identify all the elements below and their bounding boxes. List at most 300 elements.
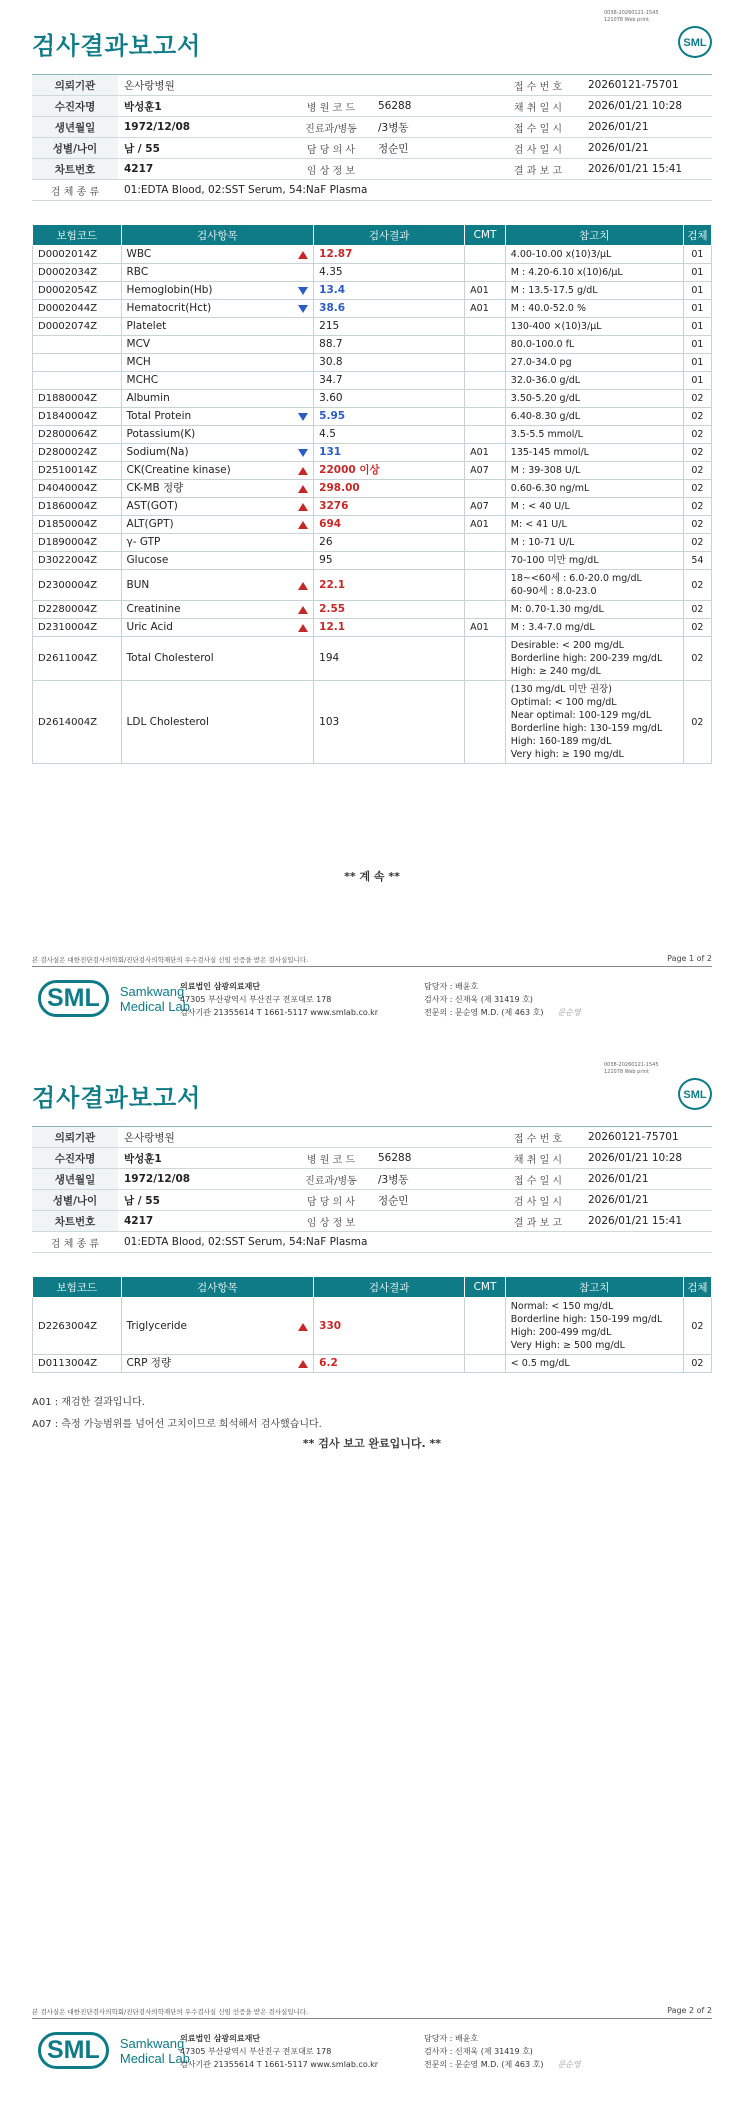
dept: /3병동 <box>372 1169 494 1190</box>
clinical-info <box>372 159 494 180</box>
test-result: 2.55 <box>314 601 465 619</box>
result-row <box>33 681 712 764</box>
result-row <box>33 282 712 300</box>
result-row <box>33 637 712 681</box>
test-result: 131 <box>314 444 465 462</box>
test-item-name: CK-MB 정량 <box>126 482 184 494</box>
col-item: 검사항목 <box>121 1277 314 1298</box>
test-item-name: γ- GTP <box>126 536 161 548</box>
test-cmt <box>465 1298 506 1355</box>
test-result: 6.2 <box>314 1355 465 1373</box>
tested-label: 검 사 일 시 <box>494 1190 582 1211</box>
test-code: D0002074Z <box>33 318 122 336</box>
specimen-code: 02 <box>683 1355 711 1373</box>
reference-line: M : 13.5-17.5 g/dL <box>510 285 598 296</box>
test-code: D2611004Z <box>33 637 122 681</box>
org-contact: 검사기관 21355614 T 1661-5117 www.smlab.co.kr <box>180 2060 379 2069</box>
reference-range <box>505 318 683 336</box>
test-code: D1840004Z <box>33 408 122 426</box>
test-cmt <box>465 480 506 498</box>
sex-age-label: 성별/나이 <box>32 138 118 159</box>
requesting-org-label: 의뢰기관 <box>32 1127 118 1148</box>
result-row <box>33 354 712 372</box>
test-item <box>121 681 314 764</box>
specimen-code: 01 <box>683 282 711 300</box>
footer-org-info <box>180 980 378 1019</box>
doctor-label: 담 당 의 사 <box>290 138 372 159</box>
reference-range <box>505 516 683 534</box>
sml-logo-mark: SML <box>38 980 109 1017</box>
reference-range <box>505 300 683 318</box>
test-item-name: Uric Acid <box>126 621 173 633</box>
test-item-name: Sodium(Na) <box>126 446 189 458</box>
requesting-org: 온사랑병원 <box>118 1127 494 1148</box>
reference-range <box>505 1298 683 1355</box>
test-code: D3022004Z <box>33 552 122 570</box>
signature: 문순영 <box>557 2060 581 2069</box>
result-row <box>33 246 712 264</box>
test-item-name: Potassium(K) <box>126 428 196 440</box>
specimen-code: 02 <box>683 619 711 637</box>
specimen-code: 02 <box>683 534 711 552</box>
reference-range <box>505 637 683 681</box>
test-result: 34.7 <box>314 372 465 390</box>
test-result: 694 <box>314 516 465 534</box>
doctor-label: 담 당 의 사 <box>290 1190 372 1211</box>
test-item <box>121 619 314 637</box>
footer-org-info <box>180 2032 378 2071</box>
collected-label: 채 취 일 시 <box>494 1148 582 1169</box>
hospital-code: 56288 <box>372 1148 494 1169</box>
test-result: 4.5 <box>314 426 465 444</box>
test-item <box>121 516 314 534</box>
test-code: D2280004Z <box>33 601 122 619</box>
reference-line: Borderline high: 130-159 mg/dL <box>510 723 663 734</box>
test-cmt <box>465 681 506 764</box>
certification-text: 본 검사실은 대한진단검사의학회/진단검사의학재단의 우수검사실 신임 인증을 받은 검사실입니다. <box>32 956 309 964</box>
reference-range <box>505 534 683 552</box>
reference-line: Desirable: < 200 mg/dL <box>510 640 624 651</box>
print-meta: 0038-20260121-1545 121078 Web print <box>604 1062 659 1075</box>
chart-label: 차트번호 <box>32 159 118 180</box>
test-cmt: A01 <box>465 516 506 534</box>
result-row <box>33 601 712 619</box>
collected-datetime: 2026/01/21 10:28 <box>582 1148 712 1169</box>
specimen-code: 02 <box>683 601 711 619</box>
report-title: 검사결과보고서 <box>32 1084 202 1112</box>
test-item <box>121 264 314 282</box>
test-code: D2263004Z <box>33 1298 122 1355</box>
specimen-code: 02 <box>683 516 711 534</box>
test-item-name: CRP 정량 <box>126 1357 172 1369</box>
specimen-code: 02 <box>683 570 711 601</box>
test-cmt <box>465 601 506 619</box>
col-item: 검사항목 <box>121 225 314 246</box>
logo-line-2: Medical Lab <box>119 998 190 1014</box>
test-code <box>33 354 122 372</box>
reference-range <box>505 408 683 426</box>
reference-range <box>505 681 683 764</box>
dept: /3병동 <box>372 117 494 138</box>
specimen-code: 01 <box>683 300 711 318</box>
clinical-info <box>372 1211 494 1232</box>
reference-line: 3.5-5.5 mmol/L <box>510 429 583 440</box>
footer-logo <box>38 2032 190 2069</box>
test-item <box>121 570 314 601</box>
specimen-code: 01 <box>683 336 711 354</box>
reference-range <box>505 480 683 498</box>
test-item <box>121 601 314 619</box>
col-code: 보험코드 <box>33 1277 122 1298</box>
specimen-code: 01 <box>683 246 711 264</box>
specimen-code: 02 <box>683 681 711 764</box>
collected-datetime: 2026/01/21 10:28 <box>582 96 712 117</box>
reference-line: M : 4.20-6.10 x(10)6/μL <box>510 267 623 278</box>
col-specimen: 검체 <box>683 1277 711 1298</box>
test-item <box>121 390 314 408</box>
test-code: D0002034Z <box>33 264 122 282</box>
high-flag-icon <box>298 503 308 511</box>
reference-range <box>505 372 683 390</box>
result-row <box>33 462 712 480</box>
test-item-name: Albumin <box>126 392 170 404</box>
test-item <box>121 336 314 354</box>
test-cmt <box>465 264 506 282</box>
result-row <box>33 300 712 318</box>
logo-line-2: Medical Lab <box>119 2050 190 2066</box>
reference-line: Borderline high: 150-199 mg/dL <box>510 1314 663 1325</box>
test-item <box>121 282 314 300</box>
reference-range <box>505 498 683 516</box>
test-result: 330 <box>314 1298 465 1355</box>
reference-line: Very High: ≥ 500 mg/dL <box>510 1340 625 1351</box>
chart-label: 차트번호 <box>32 1211 118 1232</box>
test-code: D1850004Z <box>33 516 122 534</box>
test-item-name: CK(Creatine kinase) <box>126 464 231 476</box>
col-code: 보험코드 <box>33 225 122 246</box>
col-ref: 참고치 <box>505 225 683 246</box>
logo-line-1: Samkwang <box>119 983 185 999</box>
dept-label: 진료과/병동 <box>290 1169 372 1190</box>
reference-line: High: 160-189 mg/dL <box>510 736 612 747</box>
test-code: D1890004Z <box>33 534 122 552</box>
test-item <box>121 408 314 426</box>
high-flag-icon <box>298 624 308 632</box>
result-row <box>33 516 712 534</box>
reference-line: 6.40-8.30 g/dL <box>510 411 581 422</box>
collected-label: 채 취 일 시 <box>494 96 582 117</box>
reference-range <box>505 390 683 408</box>
test-code: D0113004Z <box>33 1355 122 1373</box>
test-result: 30.8 <box>314 354 465 372</box>
test-code: D2800064Z <box>33 426 122 444</box>
specimen-types: 01:EDTA Blood, 02:SST Serum, 54:NaF Plasma <box>118 180 712 201</box>
reference-line: 130-400 ×(10)3/μL <box>510 321 602 332</box>
sml-logo-badge: SML <box>678 26 712 58</box>
specimen-code: 01 <box>683 354 711 372</box>
result-row <box>33 264 712 282</box>
reference-line: M : 40.0-52.0 % <box>510 303 586 314</box>
col-result: 검사결과 <box>314 1277 465 1298</box>
test-item <box>121 426 314 444</box>
complete-text: ** 검사 보고 완료입니다. ** <box>302 1437 442 1450</box>
reported-datetime: 2026/01/21 15:41 <box>582 1211 712 1232</box>
reference-line: Optimal: < 100 mg/dL <box>510 697 617 708</box>
test-result: 12.1 <box>314 619 465 637</box>
specimen-code: 02 <box>683 1298 711 1355</box>
chart-no: 4217 <box>118 159 290 180</box>
result-row <box>33 480 712 498</box>
test-result: 194 <box>314 637 465 681</box>
reference-line: 27.0-34.0 pg <box>510 357 572 368</box>
reference-line: Borderline high: 200-239 mg/dL <box>510 653 663 664</box>
reported-label: 결 과 보 고 <box>494 159 582 180</box>
test-cmt: A07 <box>465 462 506 480</box>
test-item <box>121 552 314 570</box>
page-number: Page 1 of 2 <box>667 954 712 963</box>
patient-name: 박성훈1 <box>118 1148 290 1169</box>
high-flag-icon <box>298 1323 308 1331</box>
reference-line: M : 3.4-7.0 mg/dL <box>510 622 595 633</box>
reference-line: 3.50-5.20 g/dL <box>510 393 581 404</box>
reference-line: Normal: < 150 mg/dL <box>510 1301 614 1312</box>
receipt-no-label: 접 수 번 호 <box>494 1127 582 1148</box>
test-code: D2510014Z <box>33 462 122 480</box>
test-code: D4040004Z <box>33 480 122 498</box>
reference-line: High: 200-499 mg/dL <box>510 1327 612 1338</box>
col-ref: 참고치 <box>505 1277 683 1298</box>
dob: 1972/12/08 <box>118 1169 290 1190</box>
reference-range <box>505 336 683 354</box>
specimen-code: 01 <box>683 372 711 390</box>
test-cmt <box>465 372 506 390</box>
reported-datetime: 2026/01/21 15:41 <box>582 159 712 180</box>
print-meta: 0038-20260121-1545 121078 Web print <box>604 10 659 23</box>
test-item <box>121 246 314 264</box>
reference-line: High: ≥ 240 mg/dL <box>510 666 601 677</box>
result-row <box>33 570 712 601</box>
chart-no: 4217 <box>118 1211 290 1232</box>
test-item-name: Total Protein <box>126 410 192 422</box>
test-result: 103 <box>314 681 465 764</box>
test-code: D2614004Z <box>33 681 122 764</box>
test-result: 22.1 <box>314 570 465 601</box>
specimen-code: 02 <box>683 444 711 462</box>
high-flag-icon <box>298 485 308 493</box>
result-row <box>33 390 712 408</box>
test-item <box>121 372 314 390</box>
test-code: D1880004Z <box>33 390 122 408</box>
test-item <box>121 498 314 516</box>
results-table-page-2 <box>32 1276 712 1373</box>
receipt-no: 20260121-75701 <box>582 1127 712 1148</box>
patient-label: 수진자명 <box>32 1148 118 1169</box>
clinical-label: 임 상 정 보 <box>290 1211 372 1232</box>
test-result: 22000 이상 <box>314 462 465 480</box>
test-item <box>121 1298 314 1355</box>
test-cmt: A01 <box>465 282 506 300</box>
test-code <box>33 336 122 354</box>
high-flag-icon <box>298 521 308 529</box>
test-item <box>121 462 314 480</box>
test-item-name: BUN <box>126 578 150 591</box>
footer-logo <box>38 980 190 1017</box>
specimen-label: 검 체 종 류 <box>32 1232 118 1253</box>
dob: 1972/12/08 <box>118 117 290 138</box>
received-label: 접 수 일 시 <box>494 1169 582 1190</box>
test-cmt <box>465 552 506 570</box>
reference-line: 18~<60세 : 6.0-20.0 mg/dL <box>510 573 642 584</box>
reference-range <box>505 444 683 462</box>
test-item <box>121 354 314 372</box>
test-code: D0002054Z <box>33 282 122 300</box>
sex-age: 남 / 55 <box>118 1190 290 1211</box>
patient-label: 수진자명 <box>32 96 118 117</box>
tested-date: 2026/01/21 <box>582 138 712 159</box>
result-row <box>33 498 712 516</box>
test-item <box>121 480 314 498</box>
test-result: 3.60 <box>314 390 465 408</box>
reference-range <box>505 282 683 300</box>
test-item-name: MCH <box>126 356 151 368</box>
footer-staff <box>424 980 581 1019</box>
reference-range <box>505 552 683 570</box>
low-flag-icon <box>298 449 308 457</box>
test-code <box>33 372 122 390</box>
reference-range <box>505 1355 683 1373</box>
tested-date: 2026/01/21 <box>582 1190 712 1211</box>
test-cmt: A07 <box>465 498 506 516</box>
specimen-code: 02 <box>683 480 711 498</box>
reference-line: Near optimal: 100-129 mg/dL <box>510 710 652 721</box>
specimen-code: 02 <box>683 408 711 426</box>
receipt-no: 20260121-75701 <box>582 75 712 96</box>
col-result: 검사결과 <box>314 225 465 246</box>
received-date: 2026/01/21 <box>582 117 712 138</box>
clinical-label: 임 상 정 보 <box>290 159 372 180</box>
reported-label: 결 과 보 고 <box>494 1211 582 1232</box>
test-result: 3276 <box>314 498 465 516</box>
result-row <box>33 619 712 637</box>
col-cmt: CMT <box>465 1277 506 1298</box>
reference-range <box>505 462 683 480</box>
test-item-name: WBC <box>126 248 152 260</box>
tested-label: 검 사 일 시 <box>494 138 582 159</box>
reference-range <box>505 426 683 444</box>
test-item <box>121 444 314 462</box>
test-cmt <box>465 336 506 354</box>
hospital-code-label: 병 원 코 드 <box>290 1148 372 1169</box>
specimen-code: 54 <box>683 552 711 570</box>
high-flag-icon <box>298 1360 308 1368</box>
result-row <box>33 534 712 552</box>
dob-label: 생년월일 <box>32 117 118 138</box>
test-item <box>121 300 314 318</box>
hospital-code-label: 병 원 코 드 <box>290 96 372 117</box>
logo-line-1: Samkwang <box>119 2035 185 2051</box>
specimen-code: 02 <box>683 462 711 480</box>
requesting-org-label: 의뢰기관 <box>32 75 118 96</box>
test-code: D0002014Z <box>33 246 122 264</box>
specimen-code: 02 <box>683 390 711 408</box>
footer-staff <box>424 2032 581 2071</box>
staff-manager: 담당자 : 배윤호 <box>424 2034 479 2043</box>
doctor: 정순민 <box>372 1190 494 1211</box>
high-flag-icon <box>298 467 308 475</box>
specimen-label: 검 체 종 류 <box>32 180 118 201</box>
test-code: D2800024Z <box>33 444 122 462</box>
test-result: 4.35 <box>314 264 465 282</box>
page-number: Page 2 of 2 <box>667 2006 712 2015</box>
doctor: 정순민 <box>372 138 494 159</box>
certification-text: 본 검사실은 대한진단검사의학회/진단검사의학재단의 우수검사실 신임 인증을 받은 검사실입니다. <box>32 2008 309 2016</box>
test-result: 298.00 <box>314 480 465 498</box>
staff-tester: 검사자 : 신재욱 (제 31419 호) <box>424 2047 533 2056</box>
test-item-name: Glucose <box>126 554 169 566</box>
reference-line: (130 mg/dL 미만 권장) <box>510 684 612 695</box>
org-address: 47305 부산광역시 부산진구 전포대로 178 <box>180 995 332 1004</box>
received-label: 접 수 일 시 <box>494 117 582 138</box>
test-item-name: AST(GOT) <box>126 500 178 512</box>
test-code: D0002044Z <box>33 300 122 318</box>
test-item <box>121 637 314 681</box>
patient-info-table <box>32 1126 712 1253</box>
patient-name: 박성훈1 <box>118 96 290 117</box>
note-a01: A01 : 재검한 결과입니다. <box>32 1397 145 1408</box>
signature: 문순영 <box>557 1008 581 1017</box>
reference-range <box>505 246 683 264</box>
footer-divider <box>32 2018 712 2019</box>
org-address: 47305 부산광역시 부산진구 전포대로 178 <box>180 2047 332 2056</box>
test-item-name: Hemoglobin(Hb) <box>126 284 213 296</box>
reference-line: 70-100 미만 mg/dL <box>510 555 599 566</box>
test-item-name: Total Cholesterol <box>126 652 214 664</box>
result-row <box>33 336 712 354</box>
specimen-code: 02 <box>683 498 711 516</box>
note-a07: A07 : 측정 가능범위를 넘어선 고치이므로 희석해서 검사했습니다. <box>32 1419 322 1430</box>
continued-text: ** 계 속 ** <box>344 870 400 883</box>
result-row <box>33 552 712 570</box>
test-result: 13.4 <box>314 282 465 300</box>
result-row <box>33 318 712 336</box>
test-item-name: ALT(GPT) <box>126 518 174 530</box>
receipt-no-label: 접 수 번 호 <box>494 75 582 96</box>
specimen-code: 02 <box>683 426 711 444</box>
test-cmt <box>465 390 506 408</box>
test-item-name: Platelet <box>126 320 167 332</box>
test-result: 215 <box>314 318 465 336</box>
reference-range <box>505 619 683 637</box>
test-cmt <box>465 534 506 552</box>
low-flag-icon <box>298 413 308 421</box>
report-page-2 <box>0 1052 744 2104</box>
results-table-page-1 <box>32 224 712 764</box>
reference-line: 4.00-10.00 x(10)3/μL <box>510 249 612 260</box>
org-name: 의료법인 삼광의료재단 <box>180 982 261 991</box>
test-code: D2310004Z <box>33 619 122 637</box>
result-row <box>33 426 712 444</box>
result-row <box>33 444 712 462</box>
received-date: 2026/01/21 <box>582 1169 712 1190</box>
test-cmt <box>465 318 506 336</box>
reference-range <box>505 570 683 601</box>
test-result: 95 <box>314 552 465 570</box>
test-item-name: RBC <box>126 266 149 278</box>
test-item <box>121 318 314 336</box>
requesting-org: 온사랑병원 <box>118 75 494 96</box>
high-flag-icon <box>298 582 308 590</box>
low-flag-icon <box>298 287 308 295</box>
